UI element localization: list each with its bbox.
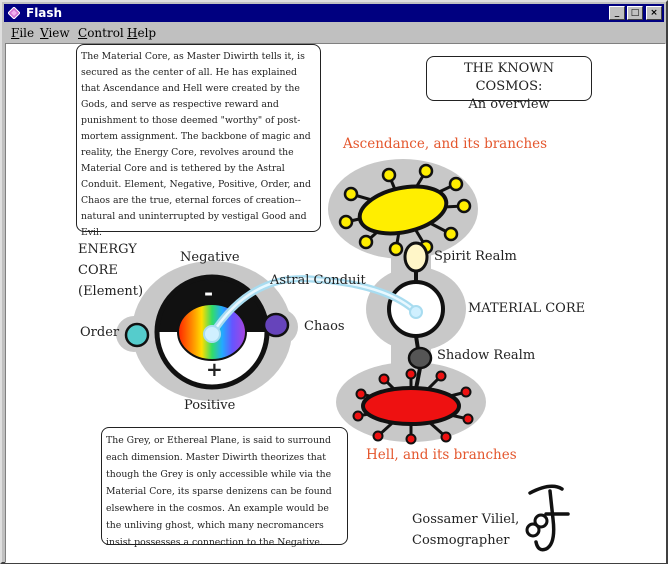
astral-conduit-label: Astral Conduit — [270, 273, 366, 288]
spirit-realm-node — [405, 243, 427, 271]
chaos-label: Chaos — [304, 319, 345, 334]
grey-text: The Grey, or Ethereal Plane, is said to surround each dimension. Master Diwirth theorizes that though the Grey is only accessible while via the Material Core, its sparse denizens can be found elsewhere in the cosmos. An example would be the unliving ghost, which many necromancers insist possesses a connection to the Negative. — [106, 435, 332, 548]
menu-control[interactable]: Control — [78, 26, 124, 40]
shadow-realm-node — [409, 348, 431, 368]
energy-core-label-1: ENERGY — [78, 242, 137, 257]
signature-glyph-icon — [527, 486, 568, 549]
energy-core-label-3: (Element) — [78, 284, 144, 299]
title-bar[interactable] — [4, 4, 664, 22]
title-line-2: An overview — [468, 97, 550, 112]
title-line-1: THE KNOWN COSMOS: — [463, 61, 555, 94]
material-core-label: MATERIAL CORE — [468, 301, 586, 316]
grey-text-box — [101, 427, 348, 548]
flash-stage[interactable] — [5, 43, 666, 563]
title-box — [426, 56, 592, 112]
signature-name: Gossamer Viliel, — [412, 512, 520, 527]
chaos-node — [264, 314, 288, 336]
window-title: Flash — [26, 6, 63, 20]
maximize-button[interactable]: □ — [627, 6, 643, 20]
menu-help[interactable]: Help — [127, 26, 157, 40]
diamond-icon — [8, 7, 20, 19]
menu-view[interactable]: View — [40, 26, 70, 40]
energy-core-label-2: CORE — [78, 263, 118, 278]
shadow-realm-label: Shadow Realm — [437, 348, 536, 363]
minus-sign: - — [204, 280, 214, 306]
positive-label: Positive — [184, 398, 236, 413]
close-button[interactable]: × — [646, 6, 662, 20]
menu-bar — [4, 23, 664, 43]
hell-label: Hell, and its branches — [366, 447, 517, 463]
spirit-realm-label: Spirit Realm — [434, 249, 517, 264]
intro-text: The Material Core, as Master Diwirth tells it, is secured as the center of all. He has explained that Ascendance and Hell were created by the Gods, and serve as respective reward and punishment to those deemed "worthy" of post-mortem assignment. The backbone of magic and reality, the Energy Core, revolves around the Material Core and is tethered by the Astral Conduit. Element, Negative, Positive, Order, and Chaos are the true, eternal forces of creation--natural and uninterrupted by vestigal Good and Evil. — [81, 51, 311, 238]
ascendance-label: Ascendance, and its branches — [343, 136, 548, 152]
plus-sign: + — [206, 357, 223, 381]
signature-role: Cosmographer — [412, 533, 510, 548]
minimize-button[interactable]: _ — [609, 6, 625, 20]
negative-label: Negative — [180, 250, 240, 265]
intro-text-box — [76, 44, 321, 238]
order-node — [126, 324, 148, 346]
menu-file[interactable]: File — [11, 26, 35, 40]
order-label: Order — [80, 325, 120, 340]
